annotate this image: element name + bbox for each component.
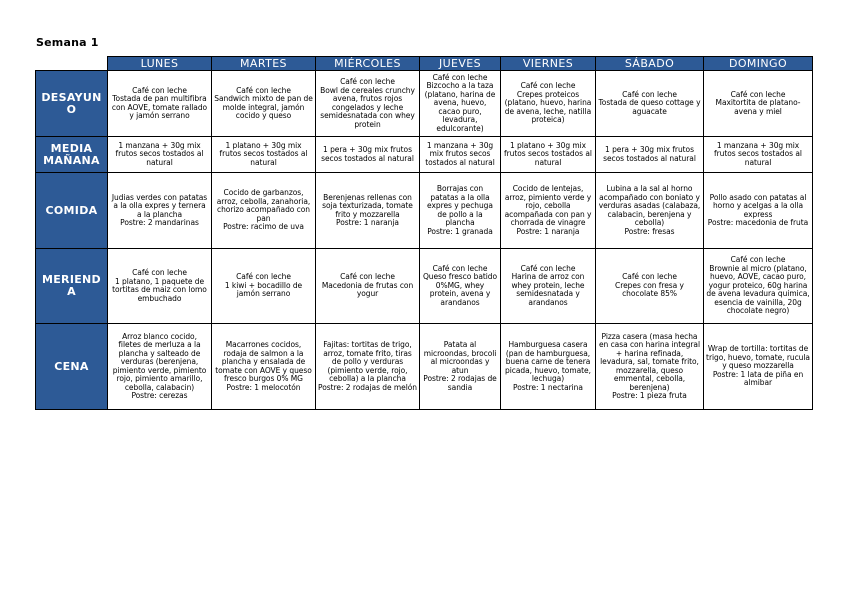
meal-cell: Café con leche Harina de arroz con whey protein, leche semidesnatada y arandanos: [501, 249, 596, 324]
meal-row-media-manana: [36, 137, 813, 173]
meal-cell: Patata al microondas, brocoli al microondas y atun Postre: 2 rodajas de sandia: [420, 324, 501, 410]
meal-label-media-manana: MEDIA MAÑANA: [36, 137, 108, 173]
meal-label-comida: COMIDA: [36, 173, 108, 249]
meal-plan-table: [35, 56, 813, 410]
meal-label-merienda: MERIENDA: [36, 249, 108, 324]
day-header-jueves: JUEVES: [420, 57, 501, 71]
header-corner-cell: [36, 57, 108, 71]
meal-cell: Café con leche Brownie al micro (platano, huevo, AOVE, cacao puro, yogur proteico, 60g harina de avena levadura quimica, esencia de vainilla, 20g chocolate negro): [704, 249, 813, 324]
meal-row-comida: [36, 173, 813, 249]
meal-cell: Café con leche Crepes con fresa y chocolate 85%: [596, 249, 704, 324]
day-header-miercoles: MIÉRCOLES: [316, 57, 420, 71]
meal-cell: Café con leche Sandwich mixto de pan de molde integral, jamón cocido y queso: [212, 71, 316, 137]
meal-cell: 1 pera + 30g mix frutos secos tostados al natural: [596, 137, 704, 173]
meal-label-desayuno: DESAYUNO: [36, 71, 108, 137]
meal-row-merienda: [36, 249, 813, 324]
meal-cell: Berenjenas rellenas con soja texturizada, tomate frito y mozzarella Postre: 1 naranja: [316, 173, 420, 249]
meal-cell: Café con leche Bowl de cereales crunchy avena, frutos rojos congelados y leche semidesnatada con whey protein: [316, 71, 420, 137]
meal-cell: Café con leche Bizcocho a la taza (platano, harina de avena, huevo, cacao puro, levadura, edulcorante): [420, 71, 501, 137]
meal-cell: Café con leche 1 kiwi + bocadillo de jamón serrano: [212, 249, 316, 324]
meal-cell: 1 platano + 30g mix frutos secos tostados al natural: [212, 137, 316, 173]
meal-cell: Wrap de tortilla: tortitas de trigo, huevo, tomate, rucula y queso mozzarella Postre: 1 lata de piña en almibar: [704, 324, 813, 410]
meal-cell: Café con leche Crepes proteicos (platano, huevo, harina de avena, leche, natilla proteica): [501, 71, 596, 137]
meal-cell: 1 manzana + 30g mix frutos secos tostados al natural: [420, 137, 501, 173]
meal-cell: 1 pera + 30g mix frutos secos tostados al natural: [316, 137, 420, 173]
meal-cell: Pollo asado con patatas al horno y acelgas a la olla express Postre: macedonia de fruta: [704, 173, 813, 249]
meal-cell: Arroz blanco cocido, filetes de merluza a la plancha y salteado de verduras (berenjena, pimiento verde, pimiento rojo, pimiento amarillo, cebolla, calabacin) Postre: cerezas: [108, 324, 212, 410]
meal-cell: Macarrones cocidos, rodaja de salmon a la plancha y ensalada de tomate con AOVE y queso fresco burgos 0% MG Postre: 1 melocotón: [212, 324, 316, 410]
day-header-row: [36, 57, 813, 71]
meal-cell: Judias verdes con patatas a la olla expres y ternera a la plancha Postre: 2 mandarinas: [108, 173, 212, 249]
meal-cell: Café con leche 1 platano, 1 paquete de tortitas de maiz con lomo embuchado: [108, 249, 212, 324]
meal-cell: Hamburguesa casera (pan de hamburguesa, buena carne de tenera picada, huevo, tomate, lechuga) Postre: 1 nectarina: [501, 324, 596, 410]
meal-row-desayuno: [36, 71, 813, 137]
day-header-lunes: LUNES: [108, 57, 212, 71]
meal-cell: Café con leche Tostada de queso cottage y aguacate: [596, 71, 704, 137]
day-header-viernes: VIERNES: [501, 57, 596, 71]
meal-cell: Borrajas con patatas a la olla expres y pechuga de pollo a la plancha Postre: 1 granada: [420, 173, 501, 249]
meal-cell: Café con leche Queso fresco batido 0%MG, whey protein, avena y arandanos: [420, 249, 501, 324]
meal-cell: Cocido de lentejas, arroz, pimiento verde y rojo, cebolla acompañada con pan y chorrada de vinagre Postre: 1 naranja: [501, 173, 596, 249]
meal-cell: Lubina a la sal al horno acompañado con boniato y verduras asadas (calabaza, calabacin, berenjena y cebolla) Postre: fresas: [596, 173, 704, 249]
meal-cell: Café con leche Macedonia de frutas con yogur: [316, 249, 420, 324]
meal-cell: Fajitas: tortitas de trigo, arroz, tomate frito, tiras de pollo y verduras (pimiento verde, rojo, cebolla) a la plancha Postre: 2 rodajas de melón: [316, 324, 420, 410]
day-header-sabado: SÁBADO: [596, 57, 704, 71]
meal-row-cena: [36, 324, 813, 410]
meal-cell: 1 platano + 30g mix frutos secos tostados al natural: [501, 137, 596, 173]
meal-cell: 1 manzana + 30g mix frutos secos tostados al natural: [704, 137, 813, 173]
week-title: Semana 1: [36, 36, 99, 49]
day-header-domingo: DOMINGO: [704, 57, 813, 71]
meal-cell: Cocido de garbanzos, arroz, cebolla, zanahoria, chorizo acompañado con pan Postre: racimo de uva: [212, 173, 316, 249]
meal-cell: Café con leche Tostada de pan multifibra con AOVE, tomate rallado y jamón serrano: [108, 71, 212, 137]
meal-cell: 1 manzana + 30g mix frutos secos tostados al natural: [108, 137, 212, 173]
meal-label-cena: CENA: [36, 324, 108, 410]
day-header-martes: MARTES: [212, 57, 316, 71]
meal-cell: Café con leche Maxitortita de platano-avena y miel: [704, 71, 813, 137]
meal-cell: Pizza casera (masa hecha en casa con harina integral + harina refinada, levadura, sal, tomate frito, mozzarella, queso emmental, cebolla, berenjena) Postre: 1 pieza fruta: [596, 324, 704, 410]
